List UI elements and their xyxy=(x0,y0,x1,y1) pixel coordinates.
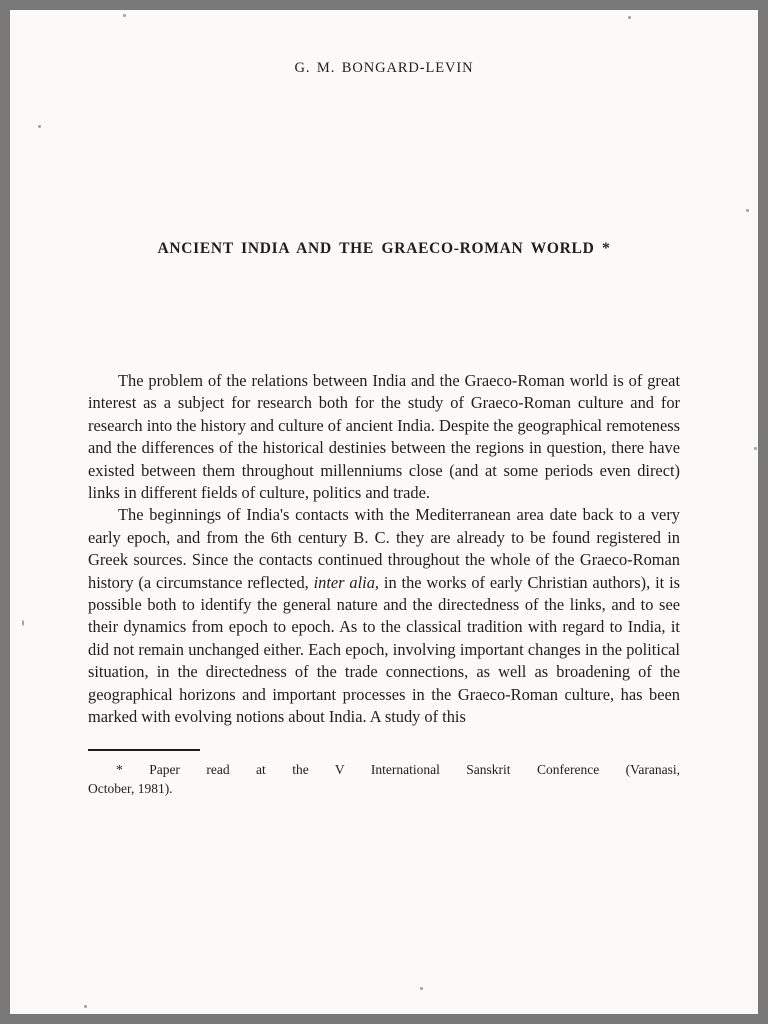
document-page xyxy=(10,10,758,1014)
footnote-line-1: * Paper read at the V International Sanskrit Conference (Varanasi, xyxy=(116,761,680,777)
scan-speck xyxy=(628,16,631,19)
scan-speck xyxy=(84,1005,87,1008)
scan-speck xyxy=(22,620,24,626)
article-title: ANCIENT INDIA AND THE GRAECO-ROMAN WORLD * xyxy=(157,240,611,257)
scan-speck xyxy=(420,987,423,990)
scan-speck xyxy=(38,125,41,128)
paragraph-2-text-post: in the works of early Christian authors), it is possible both to identify the general nature and the directedness of the links, and to see their dynamics from epoch to epoch. As to the classical tradition with regard to India, it did not remain unchanged either. Each epoch, involving important changes in the political situation, in the directedness of the trade connections, as well as broadening of the geographical horizons and important processes in the Graeco-Roman culture, has been marked with evolving notions about India. A study of this xyxy=(88,572,681,727)
page-content xyxy=(10,60,758,799)
italic-phrase: inter alia, xyxy=(313,572,380,592)
author-heading: G. M. BONGARD-LEVIN xyxy=(294,60,474,76)
body-paragraph-2 xyxy=(88,504,680,728)
footnote-line-2: October, 1981). xyxy=(88,781,173,796)
scan-speck xyxy=(754,447,757,450)
body-text-block xyxy=(88,370,680,729)
body-paragraph-1: The problem of the relations between India and the Graeco-Roman world is of great interest as a subject for research both for the study of Graeco-Roman culture and for research into the history and culture of ancient India. Despite the geographical remoteness and the differences of the historical destinies between the regions in question, there have existed between them throughout millenniums close (and at some periods even direct) links in different fields of culture, politics and trade. xyxy=(88,371,680,503)
footnote-separator-rule xyxy=(88,749,200,751)
scan-speck xyxy=(123,14,126,17)
paragraph-2-text-pre: The beginnings of India's contacts with the Mediterranean area date back to a very early epoch, and from the 6th century B. C. they are already to be found registered in Greek sources. Since the contacts continued throughout the whole of the Graeco-Roman history (a circumstance reflected, xyxy=(88,505,680,592)
scan-speck xyxy=(746,209,749,212)
footnote-block xyxy=(88,760,680,799)
